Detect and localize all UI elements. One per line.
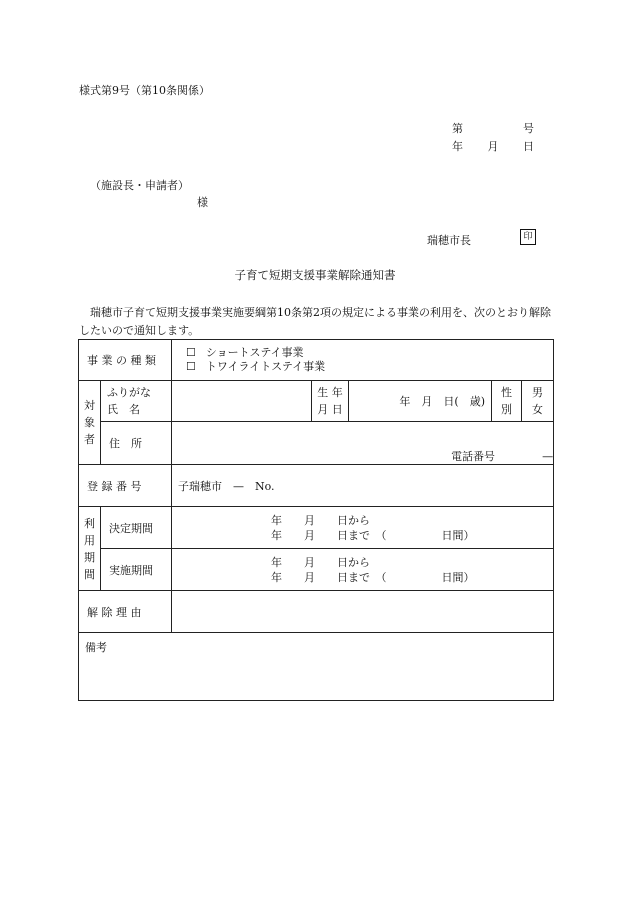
- remarks-label: 備考: [85, 641, 107, 654]
- body-text: 瑞穂市子育て短期支援事業実施要綱第10条第2項の規定による事業の利用を、次のとおり解除したいので通知します。: [79, 306, 551, 337]
- issuer: 瑞穂市長: [427, 234, 471, 247]
- issue-date: [452, 138, 534, 154]
- document-number: [452, 120, 534, 136]
- date-year: 年: [452, 140, 463, 153]
- address-field[interactable]: [172, 422, 554, 465]
- checkbox-icon[interactable]: ☐: [186, 346, 196, 359]
- address-label: 住 所: [101, 422, 172, 465]
- decided-period-field[interactable]: 年 月 日から 年 月 日まで （ 日間）: [172, 507, 554, 549]
- date-month: 月: [487, 140, 499, 153]
- checkbox-icon[interactable]: ☐: [186, 360, 196, 373]
- gender-options[interactable]: 男 女: [522, 381, 554, 422]
- usage-period-label: 利 用 期 間: [79, 507, 101, 591]
- document-title: 子育て短期支援事業解除通知書: [234, 268, 396, 282]
- option-twilight-stay[interactable]: ☐ トワイライトステイ事業: [186, 360, 326, 373]
- remarks-field[interactable]: [79, 633, 554, 701]
- number-suffix: 号: [523, 122, 534, 135]
- cancel-reason-label: 解 除 理 由: [79, 591, 172, 633]
- form-number: 様式第9号（第10条関係）: [79, 84, 210, 97]
- name-field[interactable]: [172, 381, 312, 422]
- name-label: ふりがな 氏 名: [101, 381, 172, 422]
- registration-label: 登 録 番 号: [79, 465, 172, 507]
- phone-label: 電話番号: [451, 450, 496, 463]
- notice-table: [78, 339, 554, 701]
- option-short-stay[interactable]: ☐ ショートステイ事業: [186, 346, 304, 359]
- subject-label: 対 象 者: [79, 381, 101, 465]
- recipient-label: （施設長・申請者）: [90, 179, 189, 192]
- business-type-options: [172, 340, 554, 381]
- phone-dash: —: [542, 450, 554, 463]
- business-type-label: 事 業 の 種 類: [79, 340, 172, 381]
- date-day: 日: [523, 140, 534, 153]
- honorific: 様: [197, 196, 208, 209]
- number-prefix: 第: [452, 122, 463, 135]
- cancel-reason-field[interactable]: [172, 591, 554, 633]
- actual-period-label: 実施期間: [101, 549, 172, 591]
- decided-period-label: 決定期間: [101, 507, 172, 549]
- seal-mark: 印: [520, 229, 536, 245]
- birth-field[interactable]: 年 月 日( 歳): [349, 381, 492, 422]
- birth-label: 生 年 月 日: [312, 381, 349, 422]
- registration-field[interactable]: 子瑞穂市 — No.: [172, 465, 554, 507]
- gender-label: 性 別: [492, 381, 522, 422]
- actual-period-field[interactable]: 年 月 日から 年 月 日まで （ 日間）: [172, 549, 554, 591]
